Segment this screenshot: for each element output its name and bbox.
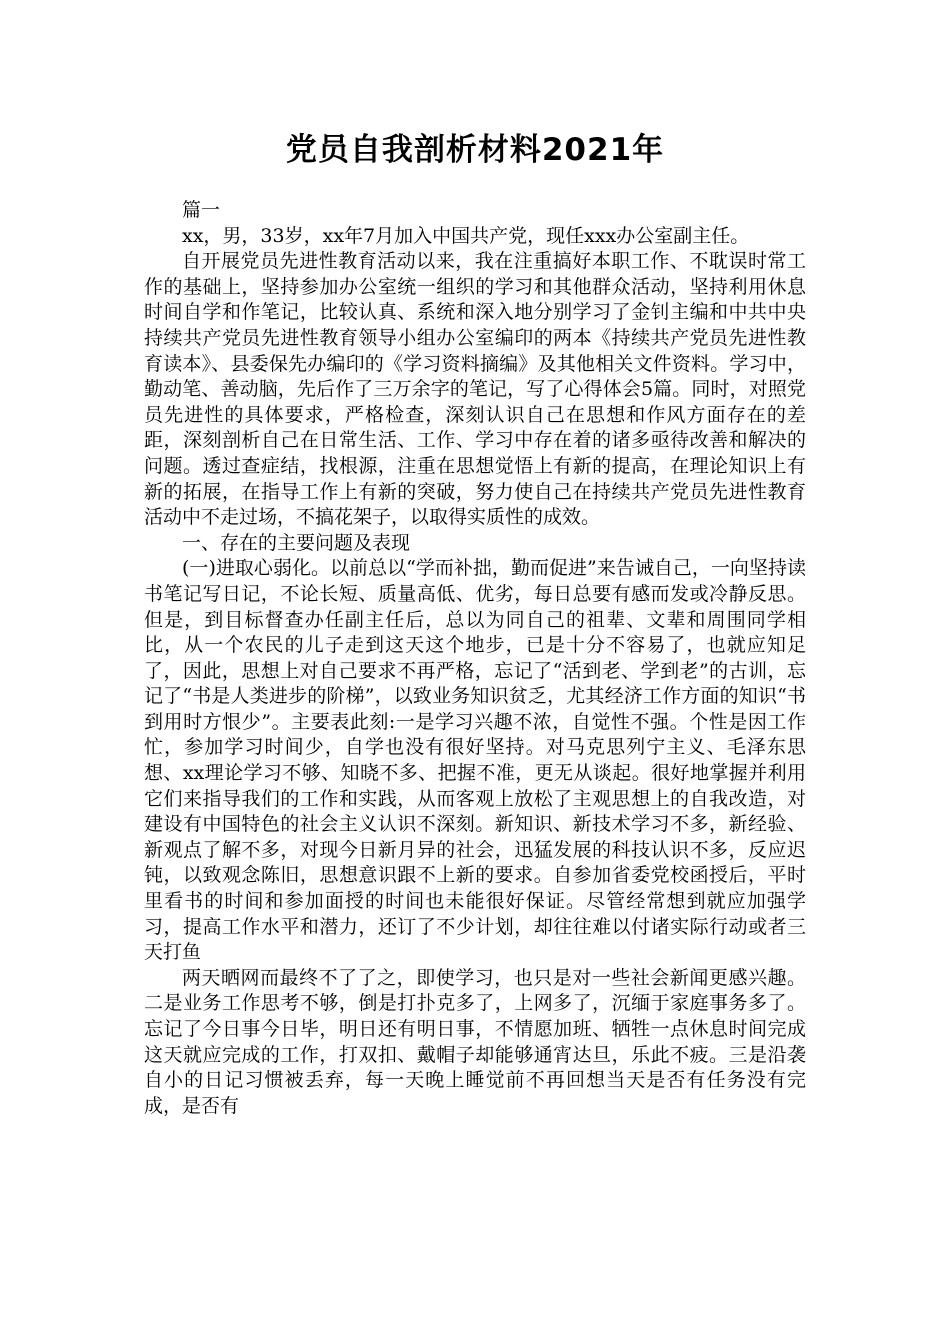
document-body xyxy=(144,198,806,1119)
paragraph: 篇一 xyxy=(182,199,221,221)
paragraph: 自开展党员先进性教育活动以来，我在注重搞好本职工作、不耽误时常工作的基础上，坚持参加办公室统一组织的学习和其他群众活动，坚持利用休息时间自学和作笔记，比较认真、系统和深入地分别学习了金钊主编和中共中央持续共产党员先进性教育领导小组办公室编印的两本《持续共产党员先进性教育读本》、县委保先办编印的《学习资料摘编》及其他相关文件资料。学习中，勤动笔、善动脑，先后作了三万余字的笔记，写了心得体会5篇。同时，对照党员先进性的具体要求，严格检查，深刻认识自己在思想和作风方面存在的差距，深刻剖析自己在日常生活、工作、学习中存在着的诸多亟待改善和解决的问题。透过查症结，找根源，注重在思想觉悟上有新的提高，在理论知识上有新的拓展，在指导工作上有新的突破，努力使自己在持续共产党员先进性教育活动中不走过场，不搞花架子，以取得实质性的成效。 xyxy=(144,250,806,529)
paragraph: 两天晒网而最终不了了之，即使学习，也只是对一些社会新闻更感兴趣。二是业务工作思考不够，倒是打扑克多了，上网多了，沉缅于家庭事务多了。忘记了今日事今日毕，明日还有明日事，不情愿加班、牺牲一点休息时间完成这天就应完成的工作，打双扣、戴帽子却能够通宵达旦，乐此不疲。三是沿袭自小的日记习惯被丢弃，每一天晚上睡觉前不再回想当天是否有任务没有完成，是否有 xyxy=(144,966,806,1117)
paragraph: (一)进取心弱化。以前总以“学而补拙，勤而促进”来告诫自己，一向坚持读书笔记写日记，不论长短、质量高低、优劣，每日总要有感而发或冷静反思。但是，到目标督查办任副主任后，总以为同自己的祖辈、文辈和周围同学相比，从一个农民的儿子走到这天这个地步，已是十分不容易了，也就应知足了，因此，思想上对自己要求不再严格，忘记了“活到老、学到老”的古训，忘记了“书是人类进步的阶梯”，以致业务知识贫乏，尤其经济工作方面的知识“书到用时方恨少”。主要表此刻:一是学习兴趣不浓，自觉性不强。个性是因工作忙，参加学习时间少，自学也没有很好坚持。对马克思列宁主义、毛泽东思想、xx理论学习不够、知晓不多、把握不准，更无从谈起。很好地掌握并利用它们来指导我们的工作和实践，从而客观上放松了主观思想上的自我改造，对建设有中国特色的社会主义认识不深刻。新知识、新技术学习不多，新经验、新观点了解不多，对现今日新月异的社会，迅猛发展的科技认识不多，反应迟钝，以致观念陈旧，思想意识跟不上新的要求。自参加省委党校函授后，平时里看书的时间和参加面授的时间也未能很好保证。尽管经常想到就应加强学习，提高工作水平和潜力，还订了不少计划，却往往难以付诸实际行动或者三天打鱼 xyxy=(144,557,806,964)
section-heading: 一、存在的主要问题及表现 xyxy=(182,531,411,554)
paragraph: xx，男，33岁，xx年7月加入中国共产党，现任xxx办公室副主任。 xyxy=(182,224,750,247)
document-title: 党员自我剖析材料2021年 xyxy=(285,132,665,168)
